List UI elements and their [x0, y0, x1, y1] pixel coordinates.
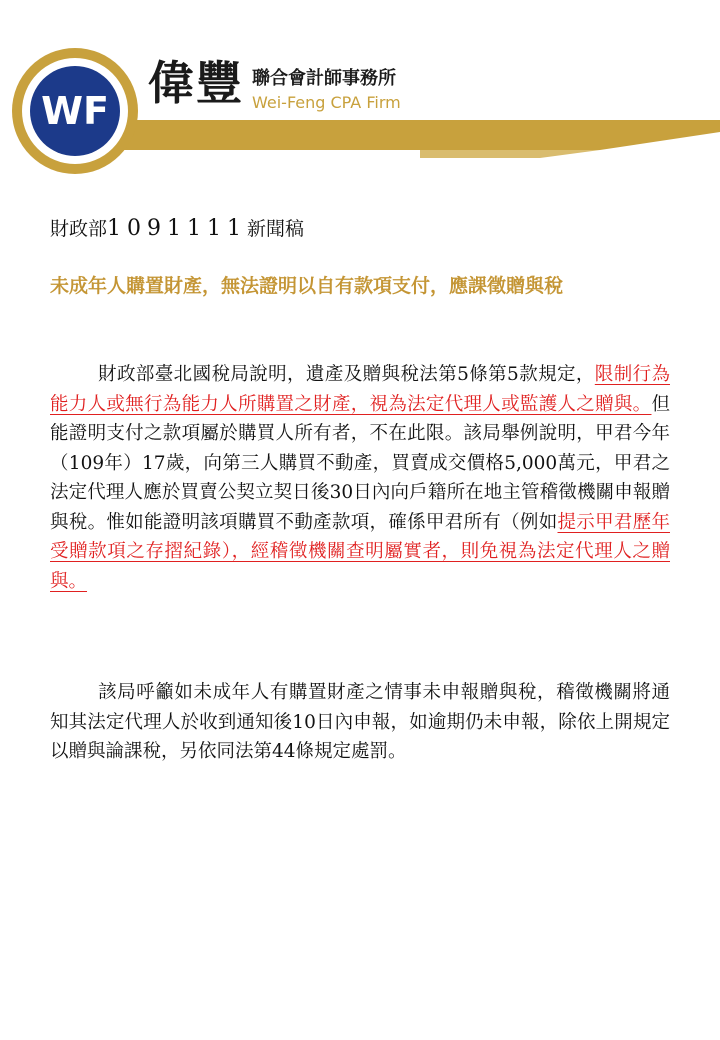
paragraph-2: 該局呼籲如未成年人有購置財產之情事未申報贈與稅，稽徵機關將通知其法定代理人於收到通知後10日內申報，如逾期仍未申報，除依上開規定以贈與論課稅，另依同法第44條規定處罰。 [50, 682, 670, 762]
paragraph-1 [50, 360, 670, 596]
firm-name-cn: 偉豐 [148, 56, 244, 110]
letterhead [0, 0, 720, 190]
firm-type-cn: 聯合會計師事務所 [252, 68, 396, 89]
issuer: 財政部 [50, 218, 108, 240]
release-date: 1091111 [107, 216, 247, 241]
page-title: 未成年人購置財產，無法證明以自有款項支付，應課徵贈與稅 [50, 275, 564, 297]
logo-text: WF [41, 89, 109, 133]
firm-name-en: Wei-Feng CPA Firm [252, 93, 401, 112]
firm-logo [10, 46, 140, 176]
highlight-2: 提示甲君歷年受贈款項之存摺紀錄），經稽徵機關查明屬實者，則免視為法定代理人之贈與。 [50, 511, 670, 592]
press-release-line [50, 214, 304, 244]
doc-type: 新聞稿 [247, 218, 305, 240]
highlight-1: 限制行為能力人或無行為能力人所購置之財產，視為法定代理人或監護人之贈與。 [50, 364, 670, 415]
paragraph-1-text-a: 財政部臺北國稅局說明，遺產及贈與稅法第5條第5款規定， [98, 364, 595, 385]
paragraph-1-text-c: 但能證明支付之款項屬於購買人所有者，不在此限。該局舉例說明，甲君今年（109年）17歲，向第三人購買不動產，買賣成交價格5,000萬元，甲君之法定代理人應於買賣公契立契日後30日內向戶籍所在地主管稽徵機關申報贈與稅。惟如能證明該項購買不動產款項，確係甲君所有（例如 [50, 393, 670, 533]
